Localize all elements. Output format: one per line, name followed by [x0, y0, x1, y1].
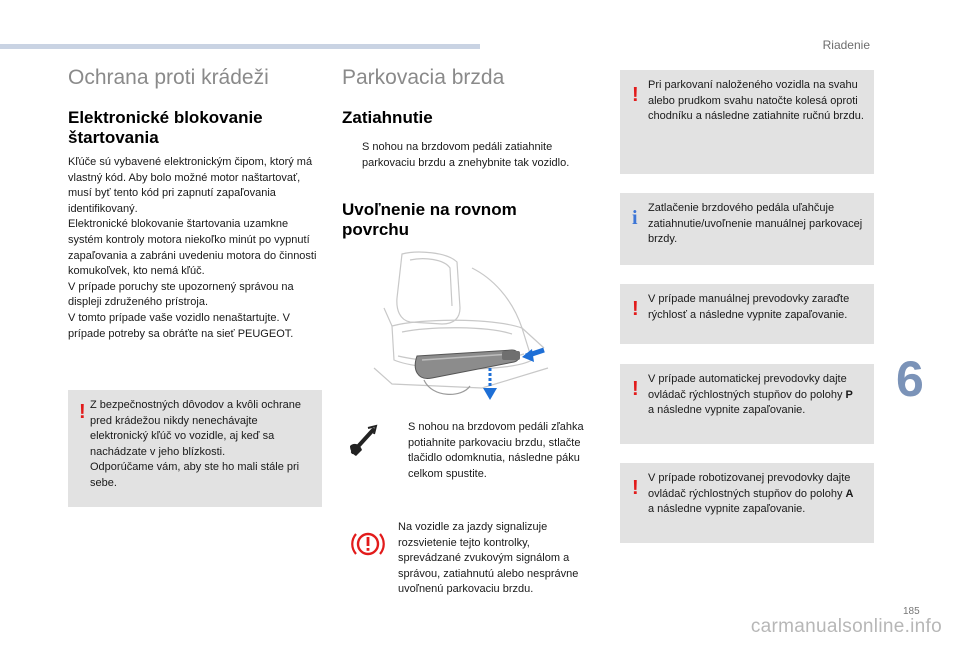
automatic-gearbox-note — [620, 364, 874, 444]
immobiliser-paragraph: Kľúče sú vybavené elektronickým čipom, ktorý má vlastný kód. Aby bolo možné motor naštartovať, musí byť tento kód pri zapnutí zapaľovania identifikovaný. Elektronické blokovanie štartovania uzamkne systém kontroly motora niekoľko minút po vypnutí zapaľovania a zabráni uvedeniu motora do činnosti komukoľvek, kto nemá kľúč. V prípade poruchy ste upozornený správou na displeji združeného prístroja. V tomto prípade vaše vozidlo nenaštartujte. V prípade potreby sa obráťte na sieť PEUGEOT. — [68, 156, 317, 340]
exclamation-icon: ! — [632, 477, 639, 499]
slope-warning-note — [620, 70, 874, 174]
automatic-gearbox-text: V prípade automatickej prevodovky dajte ovládač rýchlostných stupňov do polohy P a následne vypnite zapaľovanie. — [648, 373, 853, 417]
apply-text: S nohou na brzdovom pedáli zatiahnite parkovaciu brzdu a znehybnite tak vozidlo. — [362, 141, 570, 169]
manual-gearbox-text: V prípade manuálnej prevodovky zaraďte rýchlosť a následne vypnite zapaľovanie. — [648, 293, 850, 321]
watermark: carmanualsonline.info — [750, 616, 942, 637]
pedal-info-text: Zatlačenie brzdového pedála uľahčuje zatiahnutie/uvoľnenie manuálnej parkovacej brzdy. — [648, 202, 863, 246]
page-number: 185 — [903, 606, 920, 617]
parking-brake-title: Parkovacia brzda — [342, 66, 505, 89]
robotised-gearbox-note — [620, 463, 874, 543]
section-name: Riadenie — [822, 38, 870, 52]
apply-heading: Zatiahnutie — [342, 108, 433, 127]
parking-brake-seat-illustration — [362, 248, 560, 408]
anti-theft-title: Ochrana proti krádeži — [68, 66, 269, 89]
exclamation-icon: ! — [79, 401, 86, 423]
release-text: S nohou na brzdovom pedáli zľahka potiahnite parkovaciu brzdu, stlačte tlačidlo odomknutia, následne páku celkom spustite. — [408, 421, 584, 480]
slope-warning-text: Pri parkovaní naloženého vozidla na svahu alebo prudkom svahu natočte kolesá oproti chodníku a následne zatiahnite ručnú brzdu. — [648, 79, 864, 123]
gear-position-p: P — [845, 388, 853, 401]
immobiliser-heading: Elektronické blokovanie štartovania — [68, 108, 263, 147]
exclamation-icon: ! — [632, 84, 639, 106]
gear-position-a: A — [845, 487, 854, 500]
manual-gearbox-note — [620, 284, 874, 344]
info-icon: i — [632, 207, 638, 229]
header-accent-bar — [0, 44, 480, 49]
robotised-gearbox-text: V prípade robotizovanej prevodovky dajte ovládač rýchlostných stupňov do polohy A a následne vypnite zapaľovanie. — [648, 472, 854, 516]
hand-lever-icon — [348, 424, 378, 458]
release-heading: Uvoľnenie na rovnom povrchu — [342, 200, 517, 239]
exclamation-icon: ! — [632, 378, 639, 400]
exclamation-icon: ! — [632, 298, 639, 320]
pedal-info-note — [620, 193, 874, 265]
key-warning-note — [68, 390, 322, 507]
chapter-number: 6 — [896, 351, 924, 407]
brake-warning-lamp-icon — [350, 528, 386, 560]
alert-text: Na vozidle za jazdy signalizuje rozsvietenie tejto kontrolky, sprevádzané zvukovým signálom a správou, zatiahnutú alebo nesprávne uvoľnenú parkovaciu brzdu. — [398, 521, 579, 596]
key-warning-text: Z bezpečnostných dôvodov a kvôli ochrane pred krádežou nikdy nenechávajte elektronický kľúč vo vozidle, aj keď sa nachádzate v jeho blízkosti. Odporúčame vám, aby ste ho mali stále pri sebe. — [90, 399, 301, 489]
